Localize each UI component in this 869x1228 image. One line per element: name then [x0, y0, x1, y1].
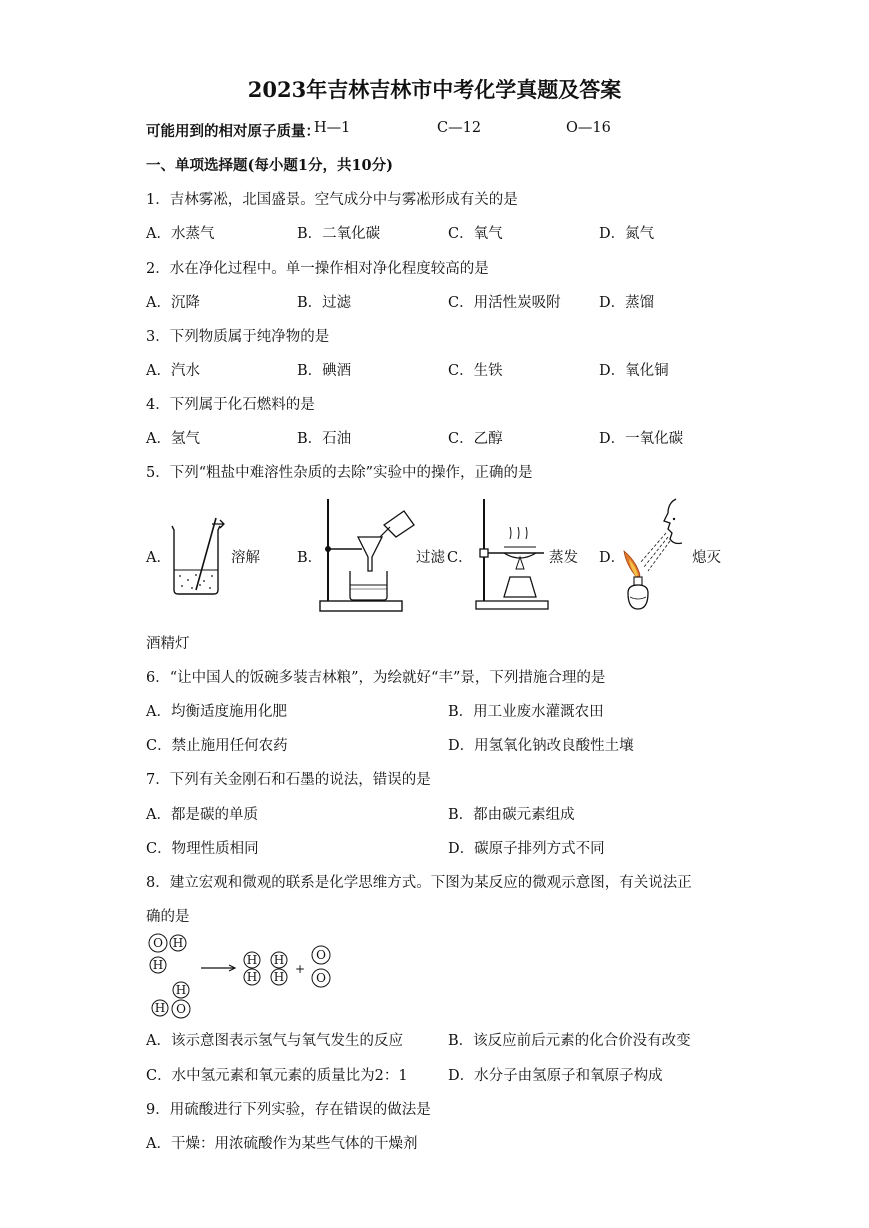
option-a: A．都是碳的单质 [146, 807, 258, 823]
operation-label: 过滤 [416, 550, 445, 566]
question-stem: 5．下列“粗盐中难溶性杂质的去除”实验中的操作，正确的是 [146, 465, 533, 481]
option-d: D．蒸馏 [599, 295, 655, 311]
atomic-mass-c: C—12 [437, 120, 482, 136]
option-b: B．石油 [297, 431, 352, 447]
option-a: A．汽水 [146, 363, 200, 379]
dissolving-beaker-diagram [166, 514, 230, 596]
atomic-mass-o: O—16 [566, 120, 611, 136]
option-c: C．物理性质相同 [146, 841, 259, 857]
option-c: C．禁止施用任何农药 [146, 738, 288, 754]
option-b: B． [297, 550, 323, 566]
atom-label: H [152, 958, 164, 972]
option-c: C．乙醇 [448, 431, 503, 447]
option-c: C．用活性炭吸附 [448, 295, 561, 311]
question-stem: 4．下列属于化石燃料的是 [146, 397, 315, 413]
atomic-mass-label: 可能用到的相对原子质量： [146, 123, 320, 140]
question-stem: 8．建立宏观和微观的联系是化学思维方式。下图为某反应的微观示意图，有关说法正 [146, 875, 692, 891]
atom-label: H [246, 970, 258, 984]
question-stem: 1．吉林雾凇，北国盛景。空气成分中与雾凇形成有关的是 [146, 192, 518, 208]
option-d: D．用氢氧化钠改良酸性土壤 [448, 738, 634, 754]
option-d: D． [599, 550, 626, 566]
option-b: B．碘酒 [297, 363, 352, 379]
atom-label: O [176, 1002, 186, 1016]
option-c: C．氧气 [448, 226, 503, 242]
option-a: A．水蒸气 [146, 226, 215, 242]
atomic-mass-h: H—1 [314, 120, 351, 136]
atom-label: O [316, 948, 326, 962]
section-heading: 一、单项选择题(每小题1分，共10分) [146, 157, 393, 174]
option-c: C． [447, 550, 473, 566]
option-a: A．均衡适度施用化肥 [146, 704, 287, 720]
operation-label: 熄灭 [692, 550, 721, 566]
option-d: D．水分子由氢原子和氧原子构成 [448, 1068, 663, 1084]
question-stem: 3．下列物质属于纯净物的是 [146, 329, 330, 345]
operation-label: 溶解 [231, 550, 260, 566]
option-c: C．生铁 [448, 363, 503, 379]
question-stem: 7．下列有关金刚石和石墨的说法，错误的是 [146, 772, 431, 788]
option-a: A．沉降 [146, 295, 200, 311]
option-b: B．都由碳元素组成 [448, 807, 575, 823]
option-d: D．氮气 [599, 226, 655, 242]
option-a: A．干燥：用浓硫酸作为某些气体的干燥剂 [146, 1136, 418, 1152]
atom-label: O [153, 936, 163, 950]
reaction-micro-diagram [144, 930, 344, 1022]
atom-label: H [246, 953, 258, 967]
atom-label: H [175, 983, 187, 997]
option-c: C．水中氢元素和氧元素的质量比为2：1 [146, 1068, 408, 1084]
option-a: A． [146, 550, 171, 566]
option-a: A．该示意图表示氢气与氧气发生的反应 [146, 1033, 403, 1049]
option-d: D．碳原子排列方式不同 [448, 841, 605, 857]
operation-label: 酒精灯 [146, 636, 190, 652]
atom-label: H [154, 1001, 166, 1015]
page-title: 2023年吉林吉林市中考化学真题及答案 [247, 77, 622, 102]
evaporation-setup-diagram [472, 497, 552, 613]
option-d: D．一氧化碳 [599, 431, 684, 447]
question-stem-continued: 确的是 [146, 909, 190, 925]
filtration-setup-diagram [318, 497, 418, 613]
question-stem: 2．水在净化过程中。单一操作相对净化程度较高的是 [146, 261, 489, 277]
option-b: B．二氧化碳 [297, 226, 381, 242]
option-d: D．氧化铜 [599, 363, 669, 379]
option-b: B．该反应前后元素的化合价没有改变 [448, 1033, 691, 1049]
atom-label: H [273, 970, 285, 984]
option-b: B．用工业废水灌溉农田 [448, 704, 604, 720]
extinguish-lamp-diagram [616, 497, 694, 613]
question-stem: 6．“让中国人的饭碗多装吉林粮”，为绘就好“丰”景，下列措施合理的是 [146, 670, 606, 686]
plus-sign: + [294, 962, 306, 976]
atom-label: H [172, 936, 184, 950]
atom-label: O [316, 971, 326, 985]
operation-label: 蒸发 [549, 550, 578, 566]
option-a: A．氢气 [146, 431, 200, 447]
atom-label: H [273, 953, 285, 967]
option-b: B．过滤 [297, 295, 352, 311]
question-stem: 9．用硫酸进行下列实验，存在错误的做法是 [146, 1102, 431, 1118]
